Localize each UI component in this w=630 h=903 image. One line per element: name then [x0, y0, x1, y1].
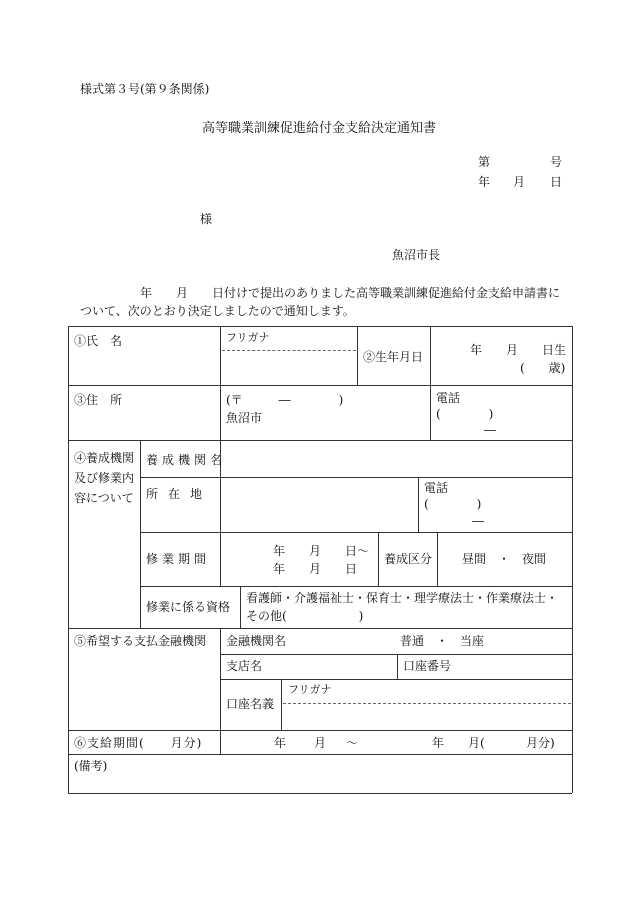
- payment-period-label: ⑥支給期間( 月分): [74, 736, 203, 750]
- birth-date: 年 月 日生: [470, 343, 567, 357]
- branch-label: 支店名: [226, 659, 263, 673]
- birth-age: ( 歳): [520, 361, 566, 375]
- qualification-options: 看護師・介護福祉士・保育士・理学療法士・作業療法士・: [246, 591, 559, 605]
- category-label: 養成区分: [384, 552, 433, 566]
- postal-code: (〒 ― ): [226, 393, 344, 407]
- bank-name-label: 金融機関名: [226, 634, 287, 648]
- number-dai: 第: [478, 155, 491, 169]
- payment-end-year: 年: [432, 736, 445, 750]
- qualification-label: 修業に係る資格: [146, 600, 231, 614]
- payment-end-label: 月分): [526, 736, 555, 750]
- address-tel-dash: ―: [484, 423, 496, 437]
- period-end: 年 月 日: [273, 562, 358, 576]
- address-tel-label: 電話: [436, 391, 461, 405]
- number-go: 号: [550, 155, 563, 169]
- body-text-line1: 年 月 日付けで提出のありました高等職業訓練促進給付金支給申請書に: [140, 286, 561, 300]
- name-label: ①氏 名: [74, 334, 123, 348]
- address-city: 魚沼市: [226, 411, 263, 425]
- date-month: 月: [513, 175, 526, 189]
- bank-section-label: ⑤希望する支払金融機関: [74, 634, 207, 648]
- account-type: 普通 ・ 当座: [400, 634, 485, 648]
- date-year: 年: [478, 175, 491, 189]
- payment-start-month: 月: [314, 736, 327, 750]
- address-label: ③住 所: [74, 393, 123, 407]
- recipient-sama: 様: [200, 212, 213, 226]
- issuer: 魚沼市長: [392, 248, 441, 262]
- account-number-label: 口座番号: [403, 659, 452, 673]
- training-section-label: ④養成機関及び修業内容について: [74, 451, 135, 505]
- form-number: 様式第３号(第９条関係): [80, 82, 210, 96]
- payment-end-month: 月(: [468, 736, 485, 750]
- birth-label: ②生年月日: [363, 350, 424, 364]
- holder-furigana-label: フリガナ: [288, 683, 332, 696]
- period-label: 修業期間: [146, 552, 211, 566]
- location-tel-paren: ( ): [424, 497, 482, 511]
- payment-tilde: ～: [346, 736, 359, 750]
- payment-start-year: 年: [274, 736, 287, 750]
- qualification-other: その他( ): [246, 609, 364, 623]
- name-furigana-label: フリガナ: [226, 331, 270, 344]
- category-value: 昼間 ・ 夜間: [462, 552, 547, 566]
- date-day: 日: [550, 175, 563, 189]
- document-title: 高等職業訓練促進給付金支給決定通知書: [202, 121, 437, 136]
- remarks-label: (備考): [74, 759, 108, 773]
- period-start: 年 月 日～: [273, 544, 370, 558]
- address-tel-paren: ( ): [436, 407, 494, 421]
- location-label: 所在地: [146, 487, 213, 501]
- account-holder-label: 口座名義: [226, 697, 275, 711]
- location-tel-label: 電話: [424, 481, 449, 495]
- institution-label: 養成機関名: [146, 453, 227, 467]
- body-text-line2: ついて、次のとおり決定しましたので通知します。: [80, 304, 355, 318]
- location-tel-dash: ―: [472, 514, 484, 528]
